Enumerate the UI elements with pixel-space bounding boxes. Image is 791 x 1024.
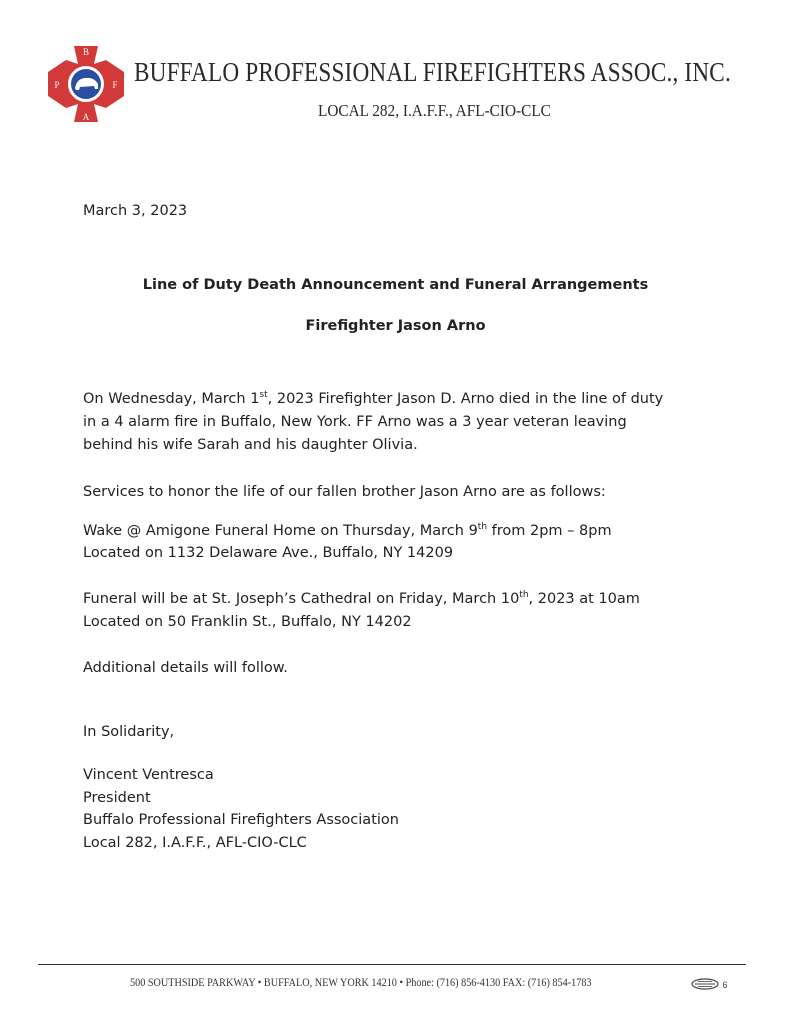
- text-segment: , 2023 Firefighter Jason D. Arno died in the line of duty: [267, 391, 664, 407]
- closing: In Solidarity,: [83, 724, 175, 740]
- signer-local: Local 282, I.A.F.F., AFL-CIO-CLC: [83, 835, 307, 851]
- organization-name: BUFFALO PROFESSIONAL FIREFIGHTERS ASSOC., INC.: [134, 57, 731, 87]
- letter-date: March 3, 2023: [83, 203, 188, 219]
- letter-subheading: Firefighter Jason Arno: [305, 318, 486, 334]
- logo-letter-left: P: [54, 80, 60, 90]
- maltese-cross-buffalo-logo-icon: [44, 42, 128, 126]
- paragraph-1-line-1: [83, 391, 663, 407]
- text-segment: , 2023 at 10am: [528, 591, 640, 607]
- paragraph-1-line-3: behind his wife Sarah and his daughter Olivia.: [83, 437, 418, 453]
- paragraph-2: Services to honor the life of our fallen brother Jason Arno are as follows:: [83, 484, 606, 500]
- union-bug-icon: [690, 977, 730, 991]
- text-segment: from 2pm – 8pm: [487, 523, 612, 539]
- funeral-line-1: [83, 591, 640, 607]
- paragraph-1-line-2: in a 4 alarm fire in Buffalo, New York. FF Arno was a 3 year veteran leaving: [83, 414, 627, 430]
- ordinal-suffix: th: [519, 590, 529, 601]
- text-segment: Wake @ Amigone Funeral Home on Thursday, March 9: [83, 523, 478, 539]
- ordinal-suffix: th: [477, 522, 488, 533]
- footer-address: 500 SOUTHSIDE PARKWAY • BUFFALO, NEW YORK 14210 • Phone: (716) 856-4130 FAX: (716) 854-1783: [130, 975, 592, 989]
- organization-local: LOCAL 282, I.A.F.F., AFL-CIO-CLC: [318, 101, 551, 120]
- text-segment: On Wednesday, March 1: [83, 391, 260, 407]
- signer-organization: Buffalo Professional Firefighters Association: [83, 812, 399, 828]
- funeral-line-2: Located on 50 Franklin St., Buffalo, NY 14202: [83, 614, 412, 630]
- text-segment: Funeral will be at St. Joseph’s Cathedral on Friday, March 10: [83, 591, 520, 607]
- logo-letter-top: B: [82, 47, 90, 57]
- signer-name: Vincent Ventresca: [83, 767, 214, 783]
- signer-title: President: [83, 790, 151, 806]
- footer-divider: [38, 964, 746, 965]
- wake-line-2: Located on 1132 Delaware Ave., Buffalo, NY 14209: [83, 545, 454, 561]
- logo-letter-bottom: A: [82, 112, 90, 122]
- union-bug-number: 6: [722, 980, 728, 990]
- additional-details: Additional details will follow.: [83, 660, 288, 676]
- letter-heading: Line of Duty Death Announcement and Funeral Arrangements: [142, 277, 649, 293]
- ordinal-suffix: st: [259, 390, 268, 401]
- logo-letter-right: F: [112, 80, 118, 90]
- wake-line-1: [83, 523, 612, 539]
